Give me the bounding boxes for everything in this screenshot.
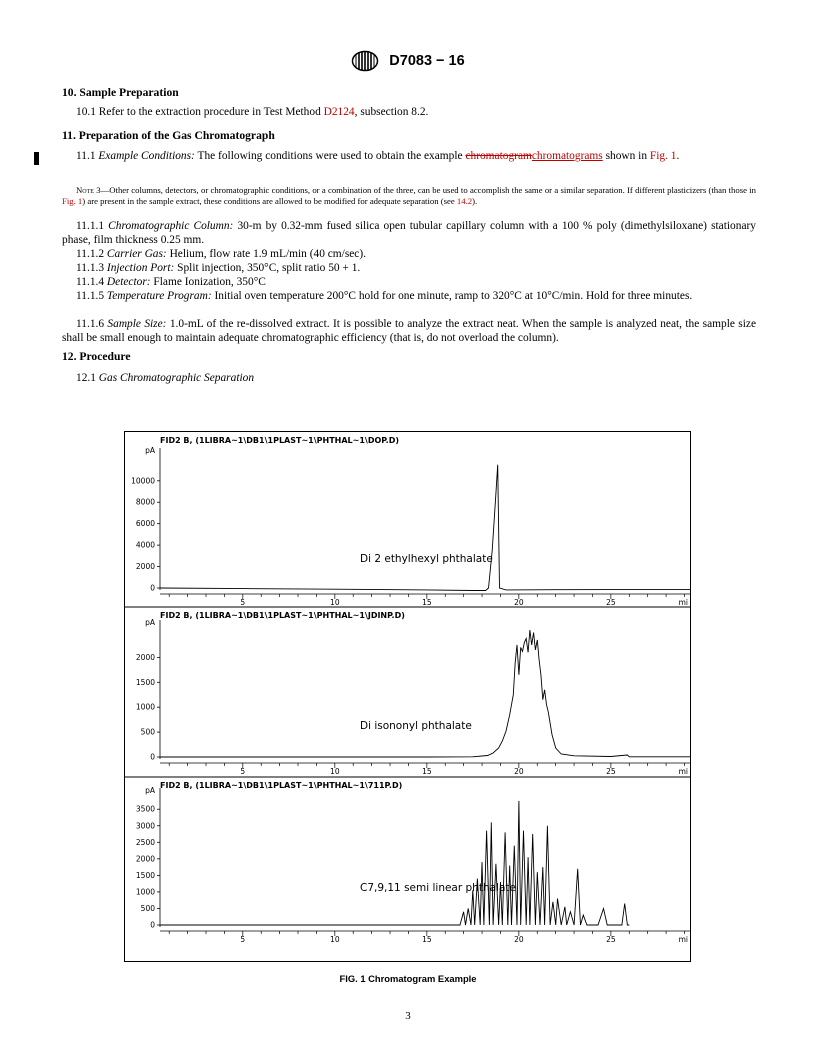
- section-11-heading: 11. Preparation of the Gas Chromatograph: [62, 129, 275, 142]
- chart-title: FID2 B, (1LIBRA~1\DB1\1PLAST~1\PHTHAL~1\JDINP.D): [160, 611, 405, 620]
- chromatogram-figure: [125, 432, 690, 961]
- x-tick-label: 5: [240, 935, 246, 944]
- x-unit-label: mi: [678, 935, 688, 944]
- y-tick-label: 1500: [135, 870, 155, 880]
- y-tick-label: 1000: [135, 887, 155, 897]
- x-tick-label: 20: [514, 598, 524, 607]
- page-header: [0, 50, 816, 72]
- y-tick-label: 2500: [135, 837, 155, 847]
- x-tick-label: 20: [514, 935, 524, 944]
- paragraph-11-1-2: 11.1.2 Carrier Gas: Helium, flow rate 1.9 mL/min (40 cm/sec).: [76, 248, 367, 260]
- peak-annotation: Di isononyl phthalate: [360, 720, 472, 732]
- y-tick-label: 0: [150, 752, 155, 762]
- paragraph-11-1-3: 11.1.3 Injection Port: Split injection, 350°C, split ratio 50 + 1.: [76, 262, 361, 274]
- change-bar: [34, 152, 39, 165]
- y-unit-label: pA: [145, 618, 155, 627]
- designation: D7083 − 16: [389, 53, 465, 69]
- x-unit-label: mi: [678, 767, 688, 776]
- link-fig-1-note[interactable]: Fig. 1: [62, 195, 83, 206]
- section-10-heading: 10. Sample Preparation: [62, 86, 179, 99]
- x-tick-label: 15: [422, 935, 432, 944]
- deleted-text: chromatogram: [465, 150, 532, 162]
- note-3: Note 3—Other columns, detectors, or chromatographic conditions, or a combination of the three, can be used to accomplish the same or a similar separation. If different plasticizers (than those in Fig. 1) are present in the sample extract, these conditions are allowed to be modified for adequate separation (see 14.2).: [62, 185, 756, 206]
- y-tick-label: 10000: [131, 476, 155, 486]
- page-number: 3: [405, 1010, 411, 1022]
- y-tick-label: 1000: [135, 702, 155, 712]
- y-tick-label: 0: [150, 920, 155, 930]
- y-tick-label: 2000: [135, 854, 155, 864]
- y-tick-label: 2000: [135, 562, 155, 572]
- chart-title: FID2 B, (1LIBRA~1\DB1\1PLAST~1\PHTHAL~1\711P.D): [160, 781, 403, 790]
- y-unit-label: pA: [145, 446, 155, 455]
- paragraph-11-1-4: 11.1.4 Detector: Flame Ionization, 350°C: [76, 276, 266, 288]
- x-tick-label: 5: [240, 598, 246, 607]
- figure-caption: FIG. 1 Chromatogram Example: [339, 973, 477, 984]
- x-tick-label: 10: [330, 935, 340, 944]
- paragraph-11-1-1: 11.1.1 Chromatographic Column: 30-m by 0.32-mm fused silica open tubular capillary column with a 100 % poly (dimethylsiloxane) stationary phase, film thickness 0.25 mm.: [62, 220, 756, 246]
- link-d2124[interactable]: D2124: [323, 106, 355, 118]
- paragraph-12-1: 12.1 Gas Chromatographic Separation: [76, 372, 255, 384]
- paragraph-11-1-5: 11.1.5 Temperature Program: Initial oven temperature 200°C hold for one minute, ramp to 320°C at 10°C/min. Hold for three minutes.: [76, 290, 693, 302]
- figure-1: [124, 431, 691, 962]
- x-tick-label: 25: [606, 935, 616, 944]
- y-tick-label: 4000: [135, 540, 155, 550]
- astm-logo-icon: [351, 50, 379, 72]
- y-tick-label: 8000: [135, 497, 155, 507]
- chromatogram-trace: [160, 465, 690, 591]
- link-14-2[interactable]: 14.2: [456, 195, 473, 206]
- paragraph-10-1: 10.1 Refer to the extraction procedure in Test Method D2124, subsection 8.2.: [76, 106, 429, 118]
- y-tick-label: 0: [150, 583, 155, 593]
- peak-annotation: Di 2 ethylhexyl phthalate: [360, 553, 493, 565]
- x-tick-label: 25: [606, 598, 616, 607]
- y-tick-label: 6000: [135, 519, 155, 529]
- y-tick-label: 3500: [135, 804, 155, 814]
- x-tick-label: 10: [330, 598, 340, 607]
- x-tick-label: 20: [514, 767, 524, 776]
- y-tick-label: 1500: [135, 677, 155, 687]
- link-fig-1[interactable]: Fig. 1: [649, 150, 677, 162]
- x-tick-label: 5: [240, 767, 246, 776]
- chart-title: FID2 B, (1LIBRA~1\DB1\1PLAST~1\PHTHAL~1\DOP.D): [160, 436, 400, 445]
- y-unit-label: pA: [145, 786, 155, 795]
- inserted-text: chromatograms: [531, 150, 603, 162]
- y-tick-label: 3000: [135, 821, 155, 831]
- x-tick-label: 15: [422, 767, 432, 776]
- x-unit-label: mi: [678, 598, 688, 607]
- x-tick-label: 25: [606, 767, 616, 776]
- peak-annotation: C7,9,11 semi linear phthalate: [360, 882, 516, 894]
- chromatogram-trace: [160, 801, 629, 925]
- section-12-heading: 12. Procedure: [62, 350, 131, 363]
- paragraph-11-1-6: 11.1.6 Sample Size: 1.0-mL of the re-dissolved extract. It is possible to analyze the extract neat. When the sample is analyzed neat, the sample size shall be small enough to maintain adequate chromatographic efficiency (that is, do not overload the column).: [62, 318, 756, 344]
- y-tick-label: 2000: [135, 652, 155, 662]
- y-tick-label: 500: [140, 903, 155, 913]
- x-tick-label: 10: [330, 767, 340, 776]
- x-tick-label: 15: [422, 598, 432, 607]
- chromatogram-trace: [160, 630, 690, 757]
- y-tick-label: 500: [140, 727, 155, 737]
- paragraph-11-1: 11.1 Example Conditions: The following conditions were used to obtain the example chromatogramchromatograms shown in Fig. 1.: [76, 150, 680, 162]
